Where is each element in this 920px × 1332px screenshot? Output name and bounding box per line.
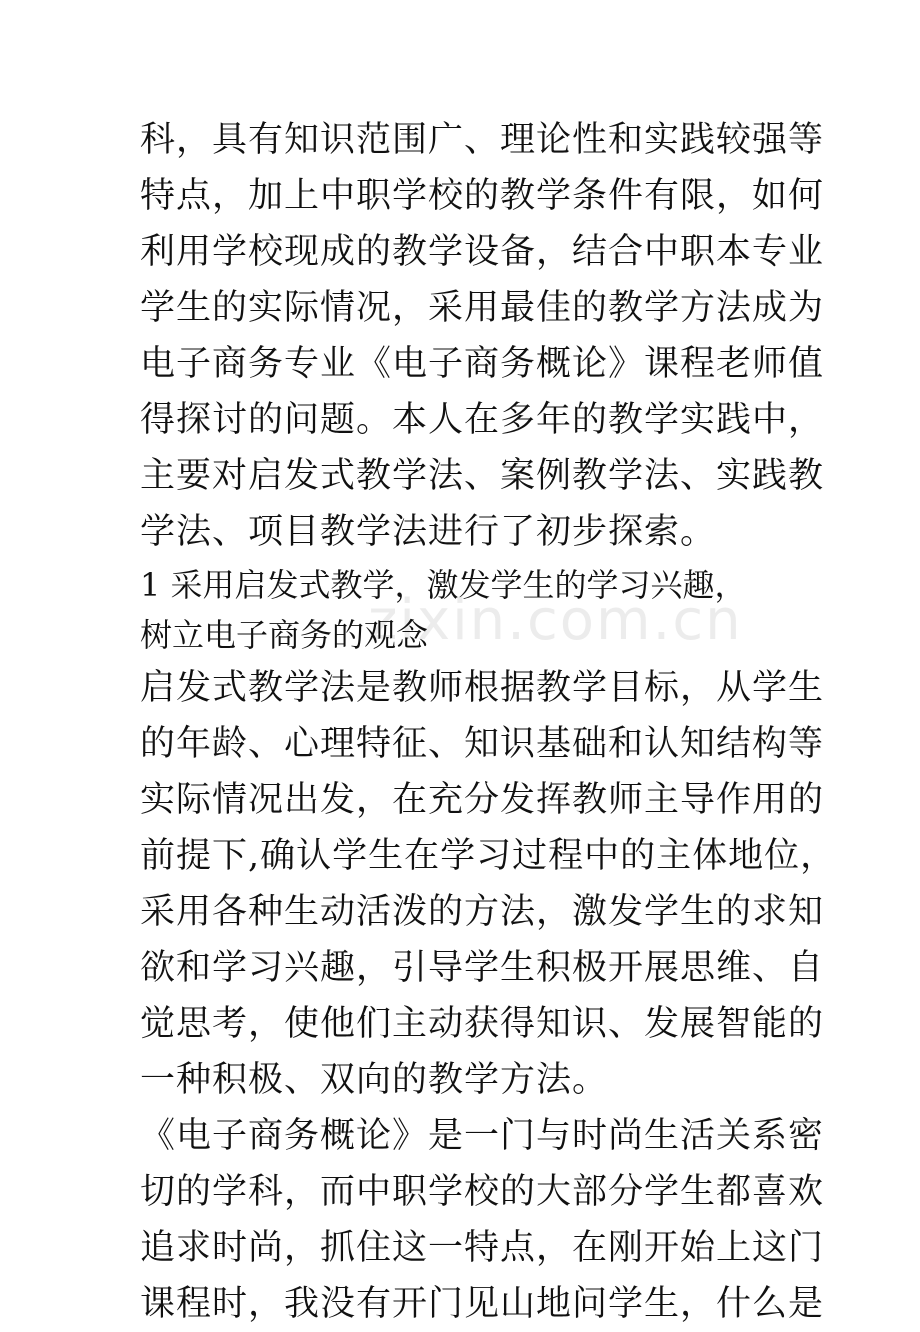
text-line: 主要对启发式教学法、案例教学法、实践教 [140,456,825,496]
text-line: 特点，加上中职学校的教学条件有限，如何 [140,176,825,216]
section-heading [140,560,785,660]
text-line: 一种积极、双向的教学方法。 [140,1060,609,1100]
document-body [140,112,837,1332]
text-line: 实际情况出发，在充分发挥教师主导作用的 [140,780,825,820]
text-line: 课程时，我没有开门见山地问学生，什么是 [140,1284,825,1324]
text-line: 切的学科，而中职学校的大部分学生都喜欢 [140,1172,825,1212]
text-line: 启发式教学法是教师根据教学目标，从学生 [140,668,825,708]
text-line: 学法、项目教学法进行了初步探索。 [140,512,717,552]
paragraph-heuristic-definition [140,660,837,1108]
text-line: 学生的实际情况，采用最佳的教学方法成为 [140,288,825,328]
paragraph-intro [140,112,825,560]
text-line: 采用各种生动活泼的方法，激发学生的求知 [140,892,825,932]
text-line: 电子商务专业《电子商务概论》课程老师值 [140,344,825,384]
watermark-text: zixin.com.cn [368,588,743,653]
heading-line: 1 采用启发式教学，激发学生的学习兴趣， [140,566,747,604]
text-line: 利用学校现成的教学设备，结合中职本专业 [140,232,825,272]
text-line: 科，具有知识范围广、理论性和实践较强等 [140,120,825,160]
text-line: 得探讨的问题。本人在多年的教学实践中， [140,400,825,440]
paragraph-course-intro [140,1108,825,1332]
heading-line: 树立电子商务的观念 [140,616,429,654]
text-line: 的年龄、心理特征、知识基础和认知结构等 [140,724,825,764]
text-line: 《电子商务概论》是一门与时尚生活关系密 [140,1116,825,1156]
text-line: 觉思考，使他们主动获得知识、发展智能的 [140,1004,825,1044]
text-line: 追求时尚，抓住这一特点，在刚开始上这门 [140,1228,825,1268]
text-line: 前提下,确认学生在学习过程中的主体地位， [140,836,837,876]
text-line: 欲和学习兴趣，引导学生积极开展思维、自 [140,948,825,988]
